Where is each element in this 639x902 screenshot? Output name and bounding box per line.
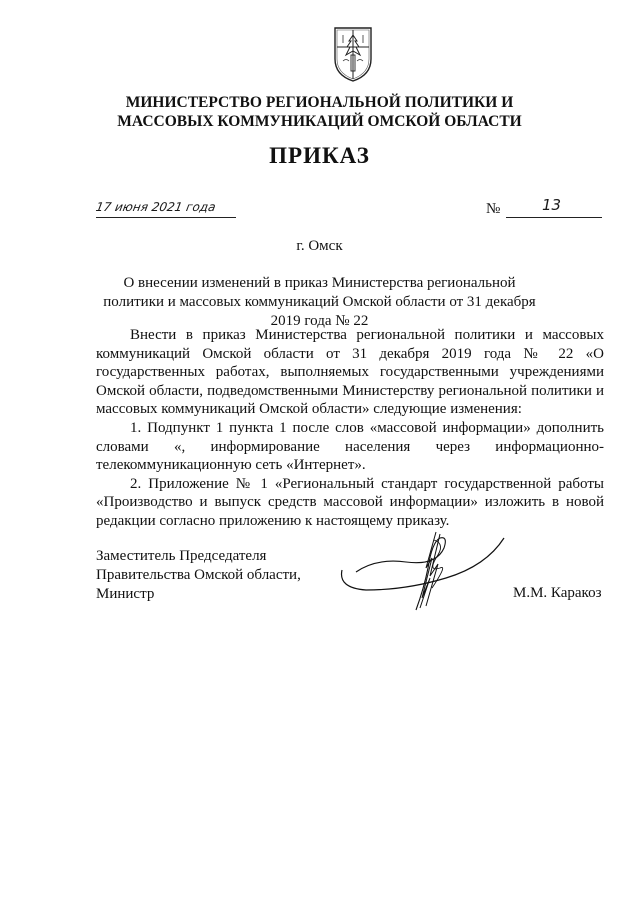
city: г. Омск [296, 238, 343, 254]
handwritten-signature [336, 528, 512, 614]
order-title: ПРИКАЗ [269, 143, 370, 168]
order-number-sign: № [486, 201, 501, 217]
order-date-underline [96, 217, 236, 218]
ministry-name-line-1: МИНИСТЕРСТВО РЕГИОНАЛЬНОЙ ПОЛИТИКИ И [125, 94, 514, 111]
body-paragraph-3: 2. Приложение № 1 «Региональный стандарт государственной работы «Производство и выпуск средств массовой информации» изложить в новой редакции согласно приложению к настоящему приказу. [96, 475, 604, 529]
order-body [96, 326, 604, 531]
order-number [486, 196, 602, 222]
body-paragraph-2: 1. Подпункт 1 пункта 1 после слов «массовой информации» дополнить словами «, информирование населения через информационно-телекоммуникационную сеть «Интернет». [96, 419, 604, 474]
ministry-name-line-2: МАССОВЫХ КОММУНИКАЦИЙ ОМСКОЙ ОБЛАСТИ [117, 113, 522, 130]
signer-title-line-1: Заместитель Председателя [96, 548, 267, 564]
omsk-coat-of-arms-icon [329, 25, 377, 83]
order-number-handwritten: 13 [542, 196, 562, 214]
order-number-underline [506, 217, 602, 218]
order-subject: О внесении изменений в приказ Министерства региональной политики и массовых коммуникаций Омской области от 31 декабря 2019 года № 22 [103, 275, 536, 329]
body-paragraph-1: Внести в приказ Министерства региональной политики и массовых коммуникаций Омской области от 31 декабря 2019 года № 22 «О государственных работах, выполняемых государственными учреждениями Омской области, подведомственными Министерству региональной политики и массовых коммуникаций Омской области» следующие изменения: [96, 327, 604, 418]
signer-title [96, 547, 301, 604]
signer-name: М.М. Каракоз [513, 585, 602, 601]
ministry-name [60, 93, 579, 131]
signer-title-line-2: Правительства Омской области, [96, 567, 301, 583]
order-date-handwritten: 17 июня 2021 года [94, 200, 217, 214]
signer-title-line-3: Министр [96, 586, 155, 602]
order-date [96, 200, 236, 222]
